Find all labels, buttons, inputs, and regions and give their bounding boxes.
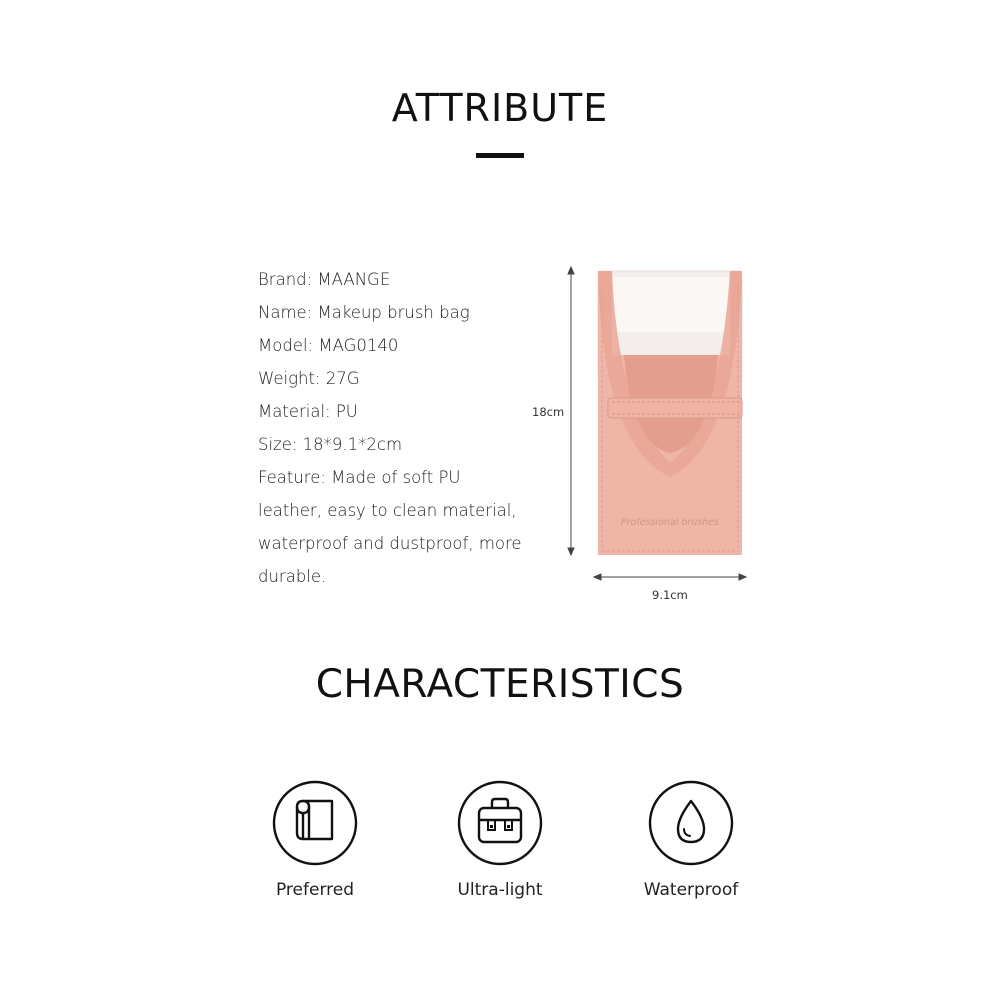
- leather-roll-icon: [272, 780, 358, 866]
- spec-material: Material: PU: [258, 402, 358, 421]
- spec-feature-2: leather, easy to clean material,: [258, 501, 517, 520]
- height-dimension-line: [568, 267, 574, 555]
- water-drop-icon: [648, 780, 734, 866]
- backpack-icon: [457, 780, 543, 866]
- spec-feature-1: Feature: Made of soft PU: [258, 468, 461, 487]
- spec-brand: Brand: MAANGE: [258, 270, 391, 289]
- height-label: 18cm: [532, 405, 565, 419]
- spec-model: Model: MAG0140: [258, 336, 399, 355]
- brush-bag-image: [520, 255, 780, 615]
- characteristics-title: CHARACTERISTICS: [315, 662, 685, 707]
- feature-label: Ultra-light: [457, 880, 543, 900]
- width-label: 9.1cm: [652, 588, 688, 602]
- spec-name: Name: Makeup brush bag: [258, 303, 470, 322]
- feature-preferred: [215, 780, 415, 900]
- feature-label: Preferred: [275, 880, 355, 900]
- spec-feature-3: waterproof and dustproof, more: [258, 534, 522, 553]
- title-underline: [476, 153, 524, 158]
- width-dimension-line: [594, 574, 746, 580]
- spec-feature-4: durable.: [258, 567, 327, 586]
- bag-strap: [608, 398, 742, 418]
- feature-waterproof: [591, 780, 791, 900]
- bag-print-text: Professional brushes: [620, 517, 720, 528]
- feature-label: Waterproof: [643, 880, 739, 900]
- spec-weight: Weight: 27G: [258, 369, 360, 388]
- feature-ultra-light: [400, 780, 600, 900]
- spec-list: [258, 265, 548, 595]
- spec-size: Size: 18*9.1*2cm: [258, 435, 403, 454]
- attribute-title: ATTRIBUTE: [391, 86, 609, 130]
- product-illustration: [520, 255, 780, 615]
